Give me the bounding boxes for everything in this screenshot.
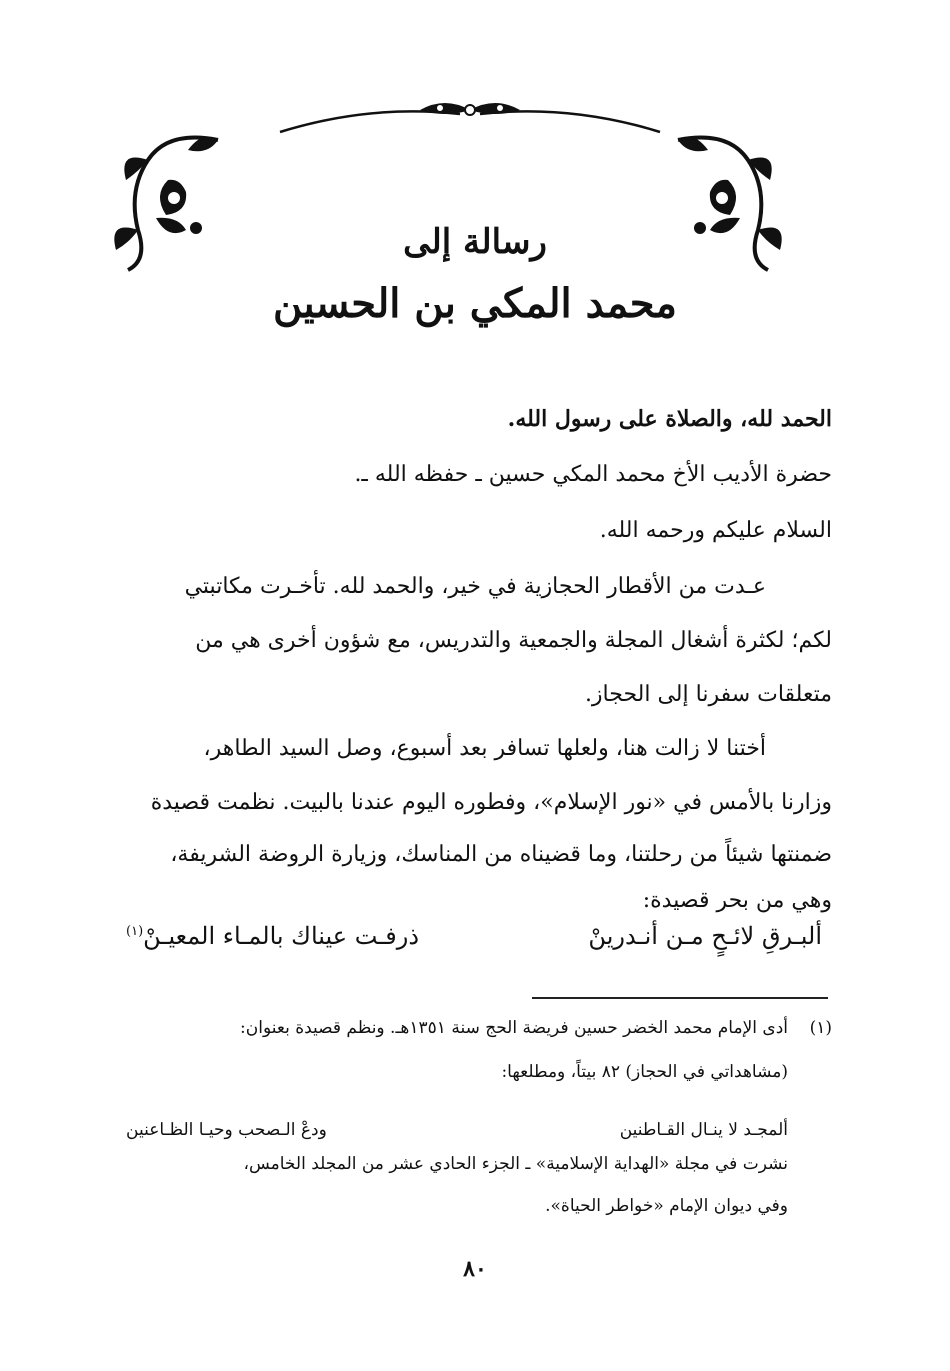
- body-line: أختنا لا زالت هنا، ولعلها تسافر بعد أسبوع، وصل السيد الطاهر،: [203, 736, 766, 761]
- body-line: السلام عليكم ورحمه الله.: [599, 518, 832, 543]
- footnote-line: أدى الإمام محمد الخضر حسين فريضة الحج سنة ١٣٥١هـ. ونظم قصيدة بعنوان:: [240, 1018, 788, 1038]
- footnote-line: (مشاهداتي في الحجاز) ٨٢ بيتاً، ومطلعها:: [501, 1062, 788, 1082]
- body-line: متعلقات سفرنا إلى الحجاز.: [584, 682, 832, 707]
- body-line: وهي من بحر قصيدة:: [642, 888, 832, 913]
- body-line: عـدت من الأقطار الحجازية في خير، والحمد لله. تأخـرت مكاتبتي: [184, 574, 766, 599]
- title-line-1: رسالة إلى: [403, 222, 547, 262]
- verse-first-hemistich: ألبـرقِ لائـحٍ مـن أنـدرينْ: [588, 922, 822, 950]
- footnote-marker: (١): [126, 924, 144, 939]
- body-line: ضمنتها شيئاً من رحلتنا، وما قضيناه من المناسك، وزيارة الروضة الشريفة،: [170, 842, 832, 867]
- page-number: ٨٠: [463, 1256, 487, 1282]
- footnote: [116, 0, 832, 1371]
- footnote-number: (١): [809, 1018, 832, 1038]
- footnote-verse-second: ودعْ الـصحب وحيـا الظـاعنين: [126, 1120, 327, 1140]
- title-line-2: محمد المكي بن الحسين: [273, 280, 677, 327]
- footnote-verse-first: ألمجـد لا ينـال القـاطنين: [619, 1120, 788, 1140]
- footnote-line: وفي ديوان الإمام «خواطر الحياة».: [545, 1196, 788, 1216]
- body-line: الحمد لله، والصلاة على رسول الله.: [507, 406, 832, 432]
- verse-second-hemistich: ذرفـت عيناك بالمـاء المعيـنْ$^{(١)}$: [126, 922, 420, 950]
- body-line: حضرة الأديب الأخ محمد المكي حسين ـ حفظه الله ـ.: [354, 462, 832, 487]
- body-line: وزارنا بالأمس في «نور الإسلام»، وفطوره اليوم عندنا بالبيت. نظمت قصيدة: [150, 790, 832, 815]
- body-line: لكم؛ لكثرة أشغال المجلة والجمعية والتدريس، مع شؤون أخرى هي من: [195, 628, 832, 653]
- footnote-line: نشرت في مجلة «الهداية الإسلامية» ـ الجزء الحادي عشر من المجلد الخامس،: [243, 1154, 788, 1174]
